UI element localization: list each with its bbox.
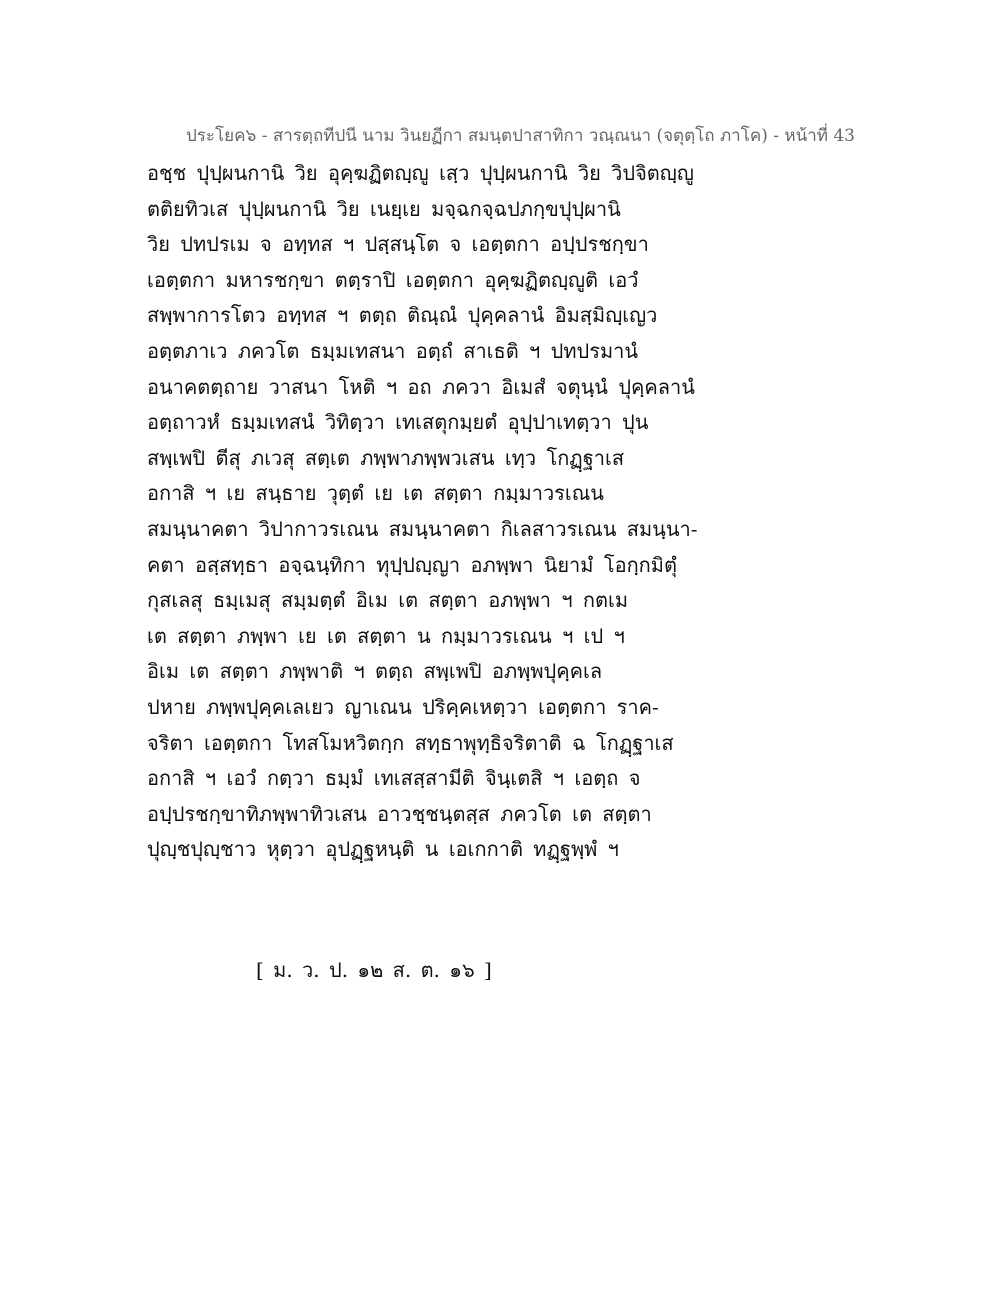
text-line: อนาคตตฺถาย วาสนา โหติ ฯ อถ ภควา อิเมสํ จตุนฺนํ ปุคฺคลานํ bbox=[147, 374, 695, 399]
text-line: เอตฺตกา มหารชกฺขา ตตฺราปิ เอตฺตกา อุคฺฆฏิตญฺญูติ เอวํ bbox=[147, 267, 639, 292]
text-line: อตฺถาวหํ ธมฺมเทสนํ วิทิตฺวา เทเสตุกมฺยตํ อุปฺปาเทตฺวา ปุน bbox=[147, 410, 649, 435]
text-line: วิย ปทปรเม จ อทฺทส ฯ ปสฺสนฺโต จ เอตฺตกา อปฺปรชกฺขา bbox=[147, 232, 649, 257]
text-line: สมนฺนาคตา วิปากาวรเณน สมนฺนาคตา กิเลสาวรเณน สมนฺนา- bbox=[147, 516, 698, 541]
text-line: อกาสิ ฯ เอวํ กตฺวา ธมฺมํ เทเสสฺสามีติ จินฺเตสิ ฯ เอตฺถ จ bbox=[147, 766, 641, 791]
text-line: กุสเลสุ ธมฺเมสุ สมฺมตฺตํ อิเม เต สตฺตา อภพฺพา ฯ กตเม bbox=[147, 588, 629, 613]
text-line: จริตา เอตฺตกา โทสโมหวิตกฺก สทฺธาพุทฺธิจริตาติ ฉ โกฏฺฐาเส bbox=[147, 730, 674, 755]
text-line: อตฺตภาเว ภควโต ธมฺมเทสนา อตฺถํ สาเธติ ฯ ปทปรมานํ bbox=[147, 338, 639, 363]
text-line: อกาสิ ฯ เย สนฺธาย วุตฺตํ เย เต สตฺตา กมฺมาวรเณน bbox=[147, 481, 604, 506]
text-line: อิเม เต สตฺตา ภพฺพาติ ฯ ตตฺถ สพฺเพปิ อภพฺพปุคฺคเล bbox=[147, 659, 603, 684]
text-line: ปหาย ภพฺพปุคฺคเลเยว ญาเณน ปริคฺคเหตฺวา เอตฺตกา ราค- bbox=[147, 694, 659, 719]
body-text bbox=[147, 156, 987, 868]
text-line: คตา อสฺสทฺธา อจฺฉนฺทิกา ทุปฺปญฺญา อภพฺพา นิยามํ โอกฺกมิตุํ bbox=[147, 552, 677, 577]
text-line: อชฺช ปุปฺผนกานิ วิย อุคฺฆฏิตญฺญู เสฺว ปุปฺผนกานิ วิย วิปจิตญฺญู bbox=[147, 161, 694, 185]
page-header: ประโยค๖ - สารตฺถทีปนี นาม วินยฏีกา สมนฺตปาสาทิกา วณฺณนา (จตุตฺโถ ภาโค) - หน้าที่ 43 bbox=[186, 126, 855, 146]
text-line: สพฺพาการโตว อทฺทส ฯ ตตฺถ ติณฺณํ ปุคฺคลานํ อิมสฺมิญฺเญว bbox=[147, 303, 658, 328]
text-line: ปุญฺชปุญฺชาว หุตฺวา อุปฏฺฐหนฺติ น เอเกกาติ ทฏฺฐพฺพํ ฯ bbox=[147, 837, 619, 862]
text-line: อปฺปรชกฺขาทิภพฺพาทิวเสน อาวชฺชนฺตสฺส ภควโต เต สตฺตา bbox=[147, 801, 652, 826]
text-line: เต สตฺตา ภพฺพา เย เต สตฺตา น กมฺมาวรเณน ฯ เป ฯ bbox=[147, 623, 625, 648]
text-line: ตติยทิวเส ปุปฺผนกานิ วิย เนยฺเย มจฺฉกจฺฉปภกฺขปุปฺผานิ bbox=[147, 196, 621, 221]
text-line: สพฺเพปิ ตีสุ ภเวสุ สตฺเต ภพฺพาภพฺพวเสน เทฺว โกฏฺฐาเส bbox=[147, 445, 625, 470]
source-reference: [ ม. ว. ป. ๑๒ ส. ต. ๑๖ ] bbox=[256, 958, 492, 982]
